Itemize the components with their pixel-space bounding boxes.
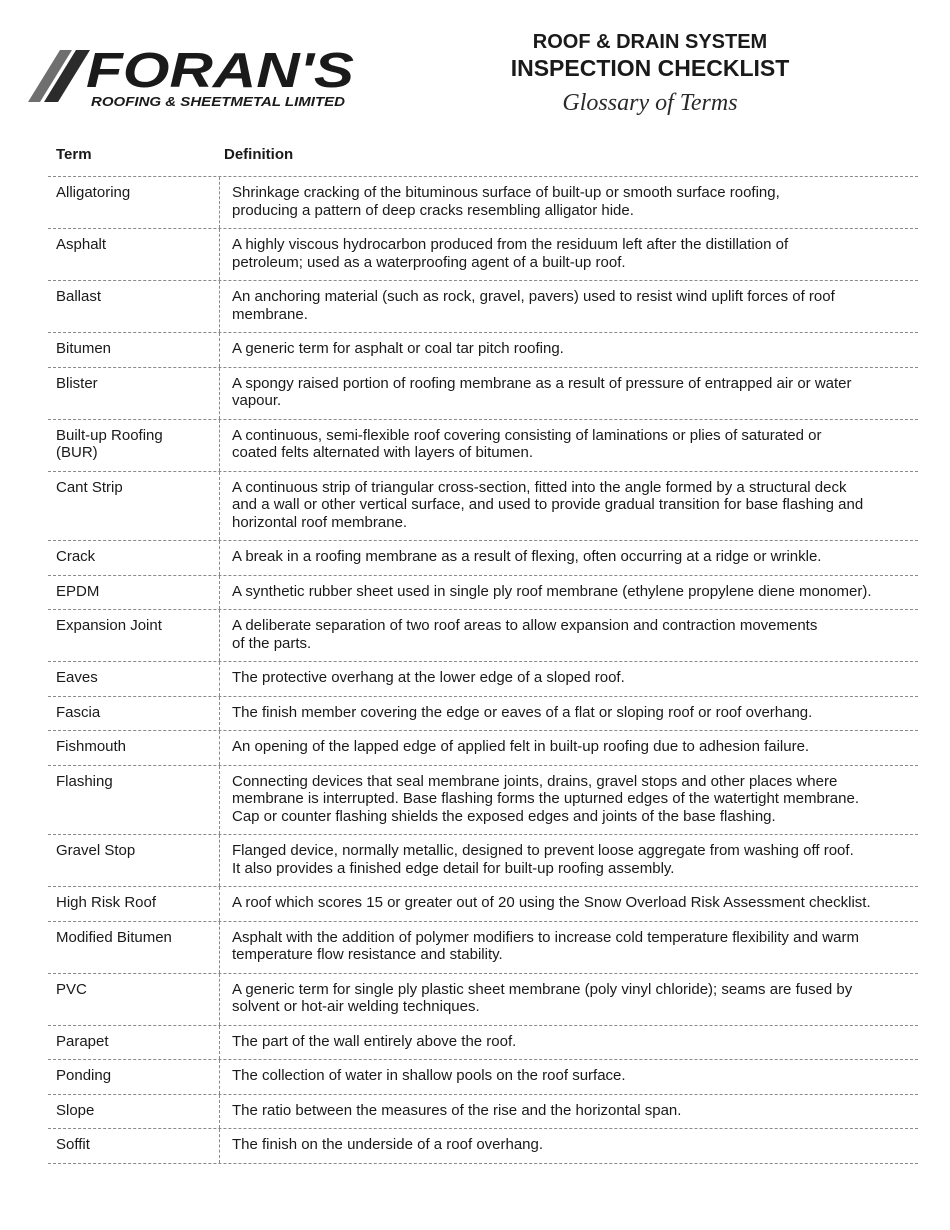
glossary-term: Slope xyxy=(56,1101,95,1119)
glossary-term: Eaves xyxy=(56,669,98,686)
glossary-row xyxy=(48,1060,918,1095)
glossary-row xyxy=(48,662,918,697)
header-subtitle: Glossary of Terms xyxy=(562,90,738,116)
glossary-definition: The protective overhang at the lower edge of a sloped roof. xyxy=(219,662,918,696)
glossary-definition: A continuous strip of triangular cross-section, fitted into the angle formed by a structural deck and a wall or other vertical surface, and used to provide gradual transition for base flashing and horizontal roof membrane. xyxy=(219,472,918,541)
glossary-term: Cant Strip xyxy=(56,478,123,496)
glossary-term: Modified Bitumen xyxy=(56,928,172,946)
glossary-row xyxy=(48,1026,918,1061)
glossary-term: Ballast xyxy=(56,288,102,305)
glossary-definition: A break in a roofing membrane as a result of flexing, often occurring at a ridge or wrinkle. xyxy=(219,541,918,575)
glossary-definition: Asphalt with the addition of polymer modifiers to increase cold temperature flexibility and warm temperature flow resistance and stability. xyxy=(219,922,918,973)
glossary-definition: The collection of water in shallow pools on the roof surface. xyxy=(219,1060,918,1094)
glossary-term: High Risk Roof xyxy=(56,894,157,911)
glossary-definition: The part of the wall entirely above the roof. xyxy=(219,1026,918,1060)
glossary-definition: Flanged device, normally metallic, designed to prevent loose aggregate from washing off roof. It also provides a finished edge detail for built-up roofing assembly. xyxy=(219,835,918,886)
glossary-row xyxy=(48,835,918,887)
column-header-definition: Definition xyxy=(224,146,294,163)
glossary-term: Soffit xyxy=(56,1136,90,1153)
glossary-definition: Connecting devices that seal membrane joints, drains, gravel stops and other places where membrane is interrupted. Base flashing forms the upturned edges of the watertight membrane. Cap or counter flashing shields the exposed edges and joints of the base flashing. xyxy=(219,766,918,835)
glossary-definition: A deliberate separation of two roof areas to allow expansion and contraction movements of the parts. xyxy=(219,610,918,661)
glossary-term: EPDM xyxy=(56,582,100,600)
glossary-row xyxy=(48,1095,918,1130)
logo-subtitle: ROOFING & SHEETMETAL LIMITED xyxy=(91,95,345,109)
glossary-row xyxy=(48,229,918,281)
column-header-term: Term xyxy=(56,146,92,163)
glossary-row xyxy=(48,576,918,611)
glossary-definition: A generic term for asphalt or coal tar pitch roofing. xyxy=(219,333,918,367)
glossary-definition: A roof which scores 15 or greater out of 20 using the Snow Overload Risk Assessment checklist. xyxy=(219,887,918,921)
glossary-term: Flashing xyxy=(56,772,113,790)
glossary-row xyxy=(48,472,918,542)
glossary-term: Asphalt xyxy=(56,236,107,253)
glossary-row xyxy=(48,1129,918,1164)
glossary-row xyxy=(48,281,918,333)
logo-graphic xyxy=(28,38,358,110)
glossary-term: Blister xyxy=(56,374,98,392)
glossary-definition: An anchoring material (such as rock, gravel, pavers) used to resist wind uplift forces of roof membrane. xyxy=(219,281,918,332)
glossary-definition: A spongy raised portion of roofing membrane as a result of pressure of entrapped air or water vapour. xyxy=(219,368,918,419)
glossary-term: Fishmouth xyxy=(56,738,127,755)
header-line-1: ROOF & DRAIN SYSTEM xyxy=(532,31,768,53)
glossary-row xyxy=(48,974,918,1026)
glossary-row xyxy=(48,177,918,229)
glossary-term: Gravel Stop xyxy=(56,842,136,859)
glossary-definition: A continuous, semi-flexible roof covering consisting of laminations or plies of saturated or coated felts alternated with layers of bitumen. xyxy=(219,420,918,471)
glossary-term: Parapet xyxy=(56,1032,109,1050)
logo-brand: FORAN'S xyxy=(86,44,355,98)
company-logo xyxy=(28,38,358,110)
glossary-row xyxy=(48,541,918,576)
glossary-term: Fascia xyxy=(56,703,101,721)
glossary-row xyxy=(48,368,918,420)
document-header xyxy=(440,30,860,118)
glossary-term: Bitumen xyxy=(56,340,112,357)
glossary-row xyxy=(48,887,918,922)
glossary-term: Alligatoring xyxy=(56,184,131,201)
glossary-term: Expansion Joint xyxy=(56,617,162,634)
glossary-definition: A synthetic rubber sheet used in single ply roof membrane (ethylene propylene diene monomer). xyxy=(219,576,918,610)
glossary-row xyxy=(48,420,918,472)
glossary-definition: A generic term for single ply plastic sheet membrane (poly vinyl chloride); seams are fused by solvent or hot-air welding techniques. xyxy=(219,974,918,1025)
glossary-term: Built-up Roofing (BUR) xyxy=(56,426,163,461)
glossary-definition: An opening of the lapped edge of applied felt in built-up roofing due to adhesion failure. xyxy=(219,731,918,765)
glossary-term: Crack xyxy=(56,548,96,565)
glossary-row xyxy=(48,333,918,368)
glossary-definition: The finish member covering the edge or eaves of a flat or sloping roof or roof overhang. xyxy=(219,697,918,731)
glossary-definition: The ratio between the measures of the rise and the horizontal span. xyxy=(219,1095,918,1129)
glossary-definition: A highly viscous hydrocarbon produced from the residuum left after the distillation of petroleum; used as a waterproofing agent of a built-up roof. xyxy=(219,229,918,280)
glossary-row xyxy=(48,610,918,662)
glossary-row xyxy=(48,697,918,732)
glossary-row xyxy=(48,731,918,766)
glossary-row xyxy=(48,766,918,836)
header-line-2: INSPECTION CHECKLIST xyxy=(510,55,790,81)
glossary-definition: The finish on the underside of a roof overhang. xyxy=(219,1129,918,1163)
glossary-definition: Shrinkage cracking of the bituminous surface of built-up or smooth surface roofing, producing a pattern of deep cracks resembling alligator hide. xyxy=(219,177,918,228)
glossary-term: PVC xyxy=(56,980,87,998)
glossary-row xyxy=(48,922,918,974)
glossary-term: Ponding xyxy=(56,1067,112,1084)
glossary-table xyxy=(48,176,918,1164)
